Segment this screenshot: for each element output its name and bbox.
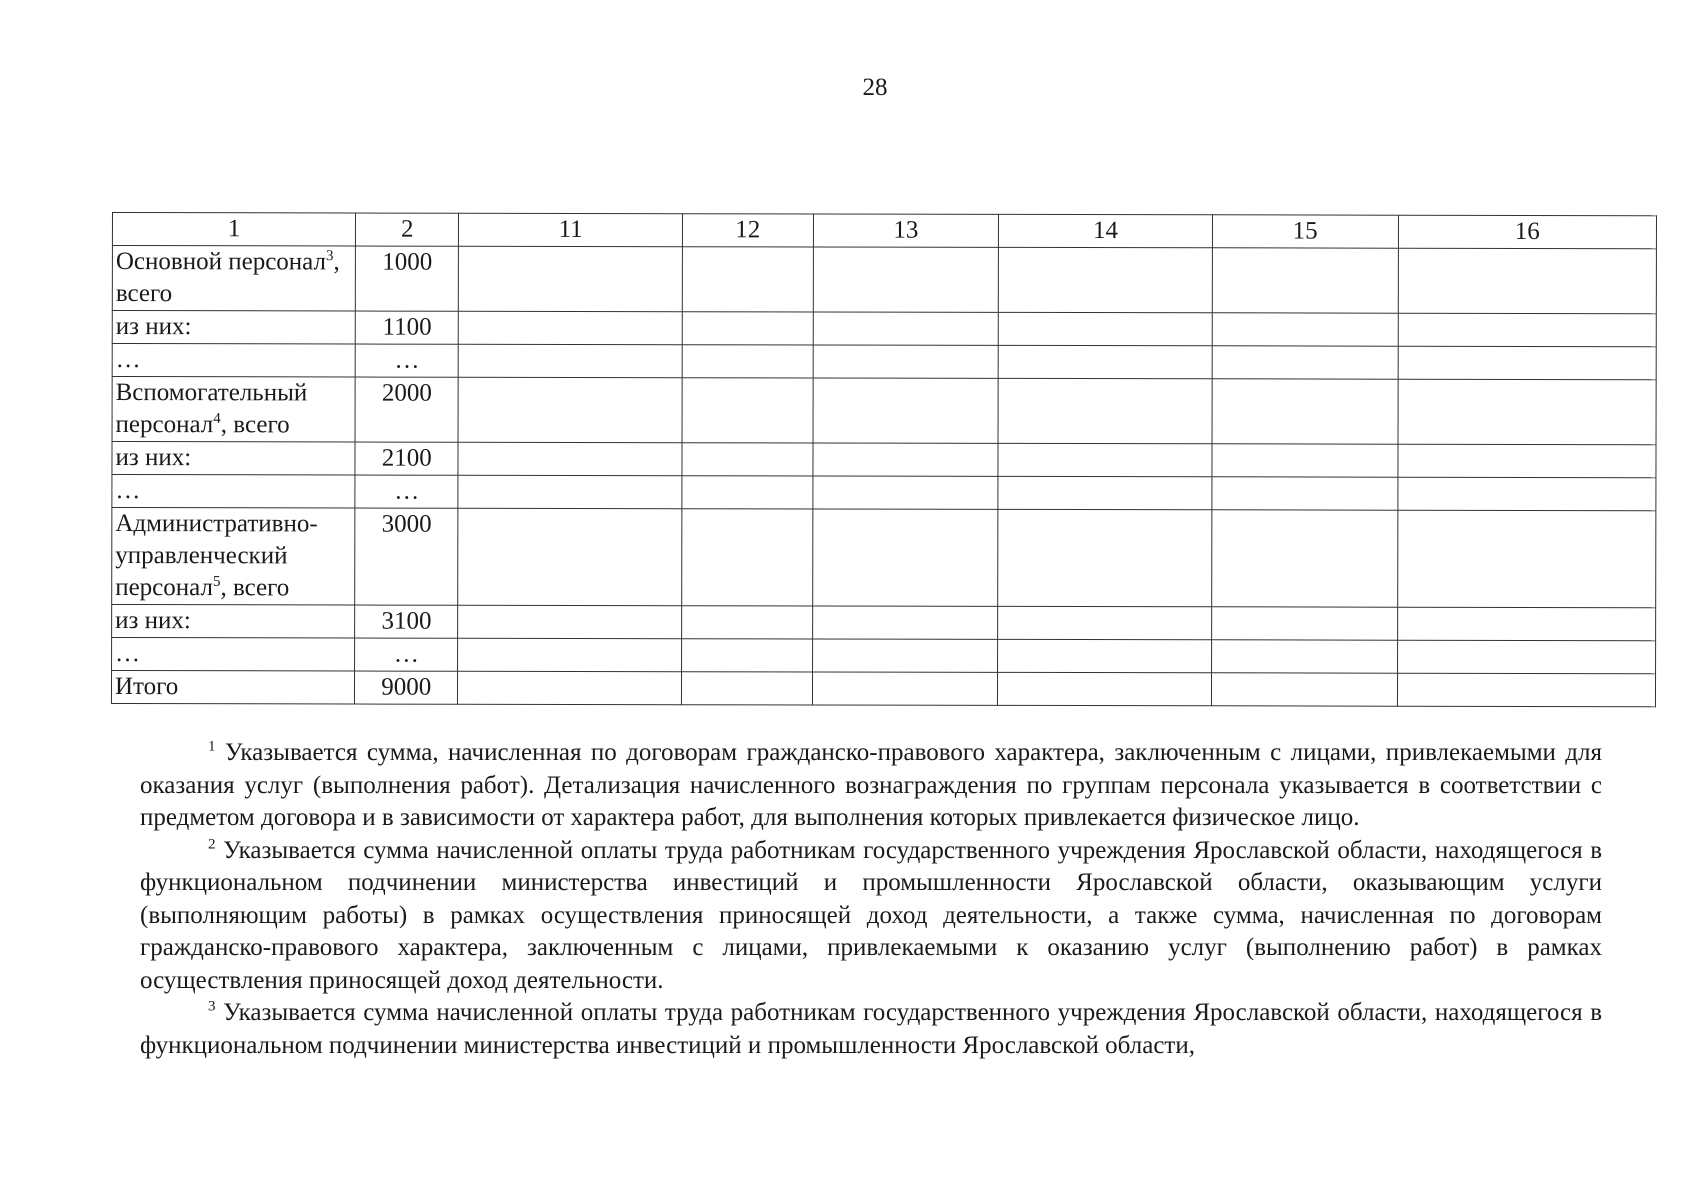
empty-cell	[1398, 346, 1656, 380]
row-label-text: …	[115, 640, 141, 668]
empty-cell	[1211, 607, 1397, 640]
row-label	[112, 246, 356, 312]
page-number: 28	[862, 74, 888, 101]
empty-cell	[812, 443, 998, 476]
header-cell-12: 12	[683, 214, 813, 247]
empty-cell	[998, 672, 1212, 705]
row-label-text: Вспомогательный персонал	[115, 379, 308, 439]
header-cell-13: 13	[813, 214, 999, 247]
footnote-mark: 1	[208, 738, 216, 755]
empty-cell	[1211, 510, 1397, 607]
empty-cell	[1397, 673, 1655, 707]
row-code: 1100	[356, 311, 459, 344]
empty-cell	[998, 606, 1212, 639]
empty-cell	[999, 247, 1213, 312]
empty-cell	[1397, 477, 1655, 511]
header-cell-16: 16	[1398, 215, 1656, 249]
table-header-row	[112, 213, 1656, 249]
row-code: 9000	[355, 671, 458, 704]
footnote	[140, 997, 1602, 1062]
row-label-suffix: , всего	[220, 574, 290, 602]
empty-cell	[998, 378, 1212, 443]
row-label-suffix: , всего	[115, 248, 340, 308]
empty-cell	[1212, 379, 1398, 444]
row-label-text: Административно-управленческий персонал	[115, 510, 318, 602]
table-row	[112, 475, 1656, 511]
row-label	[112, 344, 355, 378]
table-row	[112, 638, 1656, 674]
empty-cell	[682, 606, 812, 639]
empty-cell	[998, 345, 1212, 378]
empty-cell	[813, 378, 999, 443]
row-code: …	[355, 638, 458, 671]
empty-cell	[1398, 248, 1657, 314]
row-label-text: из них:	[115, 313, 192, 341]
footnotes	[140, 737, 1602, 1062]
empty-cell	[682, 378, 813, 443]
table-row	[112, 311, 1656, 347]
empty-cell	[458, 508, 682, 605]
empty-cell	[458, 377, 682, 442]
row-label	[111, 671, 354, 705]
empty-cell	[812, 476, 998, 509]
table-row	[112, 344, 1656, 380]
empty-cell	[458, 605, 682, 638]
header-cell-1: 1	[112, 213, 355, 247]
empty-cell	[459, 246, 683, 311]
empty-cell	[458, 671, 682, 704]
empty-cell	[682, 476, 812, 509]
row-label-text: из них:	[115, 444, 192, 472]
row-code: 2000	[355, 377, 458, 442]
table-row	[112, 508, 1656, 608]
empty-cell	[998, 509, 1212, 606]
row-label	[112, 508, 356, 606]
row-code: 2100	[355, 442, 458, 475]
row-code: 1000	[356, 246, 459, 311]
empty-cell	[458, 475, 682, 508]
empty-cell	[458, 442, 682, 475]
empty-cell	[1398, 313, 1656, 347]
row-label	[112, 475, 355, 509]
header-cell-2: 2	[356, 213, 459, 246]
footnote-text: Указывается сумма начисленной оплаты труда работникам государственного учреждения Ярославской области, находящегося в функциональном подчинении министерства инвестиций и промышленности Ярославской области, оказывающим услуги (выполняющим работы) в рамках осуществления приносящей доход деятельности, а также сумма, начисленная по договорам гражданско-правового характера, заключенным с лицами, привлекаемыми к оказанию услуг (выполнению работ) в рамках осуществления приносящей доход деятельности.	[140, 836, 1602, 994]
empty-cell	[813, 312, 999, 345]
staff-table	[111, 212, 1657, 707]
footnote-text: Указывается сумма, начисленная по договорам гражданско-правового характера, заключенным с лицами, привлекаемыми для оказания услуг (выполнения работ). Детализация начисленного вознаграждения по группам персонала указывается в соответствии с предметом договора и в зависимости от характера работ, для выполнения которых привлекается физическое лицо.	[140, 739, 1602, 831]
empty-cell	[458, 638, 682, 671]
empty-cell	[1397, 640, 1655, 674]
empty-cell	[1212, 313, 1398, 346]
row-code: …	[356, 344, 459, 377]
empty-cell	[1397, 510, 1656, 608]
empty-cell	[1211, 640, 1397, 673]
row-label-text: Итого	[114, 673, 179, 701]
empty-cell	[458, 344, 682, 377]
row-label	[112, 638, 355, 672]
empty-cell	[812, 606, 998, 639]
row-label-text: …	[115, 477, 141, 505]
footnote	[140, 737, 1602, 835]
empty-cell	[682, 312, 812, 345]
empty-cell	[1212, 477, 1398, 510]
empty-cell	[682, 509, 813, 606]
empty-cell	[1212, 248, 1398, 313]
row-label-text: из них:	[115, 607, 191, 635]
row-label	[112, 605, 355, 639]
footnote-ref: 5	[212, 573, 221, 590]
empty-cell	[812, 509, 998, 606]
footnote-text: Указывается сумма начисленной оплаты труда работникам государственного учреждения Ярославской области, находящегося в функциональном подчинении министерства инвестиций и промышленности Ярославской области,	[140, 999, 1602, 1059]
empty-cell	[1397, 607, 1655, 641]
footnote-mark: 3	[208, 998, 216, 1015]
empty-cell	[813, 345, 999, 378]
table-row	[112, 442, 1656, 478]
empty-cell	[1211, 673, 1397, 706]
empty-cell	[682, 639, 812, 672]
empty-cell	[1398, 379, 1657, 445]
footnote	[140, 835, 1602, 998]
empty-cell	[458, 311, 682, 344]
table-row	[112, 605, 1656, 641]
footnote-ref: 4	[213, 410, 221, 427]
empty-cell	[998, 443, 1212, 476]
empty-cell	[682, 672, 812, 705]
empty-cell	[812, 639, 998, 672]
empty-cell	[682, 443, 812, 476]
row-code: …	[355, 475, 458, 508]
row-label-text: …	[115, 346, 141, 374]
empty-cell	[1212, 444, 1398, 477]
row-label	[112, 311, 355, 345]
footnote-ref: 3	[325, 248, 334, 265]
empty-cell	[682, 345, 812, 378]
empty-cell	[999, 312, 1213, 345]
footnote-mark: 2	[208, 836, 216, 853]
empty-cell	[682, 247, 813, 312]
row-label	[112, 377, 356, 443]
header-cell-11: 11	[459, 213, 683, 246]
empty-cell	[998, 639, 1212, 672]
header-cell-14: 14	[999, 214, 1213, 247]
table-row	[112, 377, 1656, 445]
empty-cell	[812, 672, 998, 705]
row-label-text: Основной персонал	[115, 248, 327, 276]
empty-cell	[1212, 346, 1398, 379]
empty-cell	[1398, 444, 1656, 478]
table-row	[112, 246, 1656, 314]
row-label	[112, 442, 355, 476]
empty-cell	[998, 476, 1212, 509]
row-label-suffix: , всего	[220, 411, 290, 439]
header-cell-15: 15	[1212, 215, 1398, 248]
row-code: 3000	[355, 508, 458, 605]
row-code: 3100	[355, 605, 458, 638]
table-row	[111, 671, 1655, 707]
empty-cell	[813, 247, 999, 312]
